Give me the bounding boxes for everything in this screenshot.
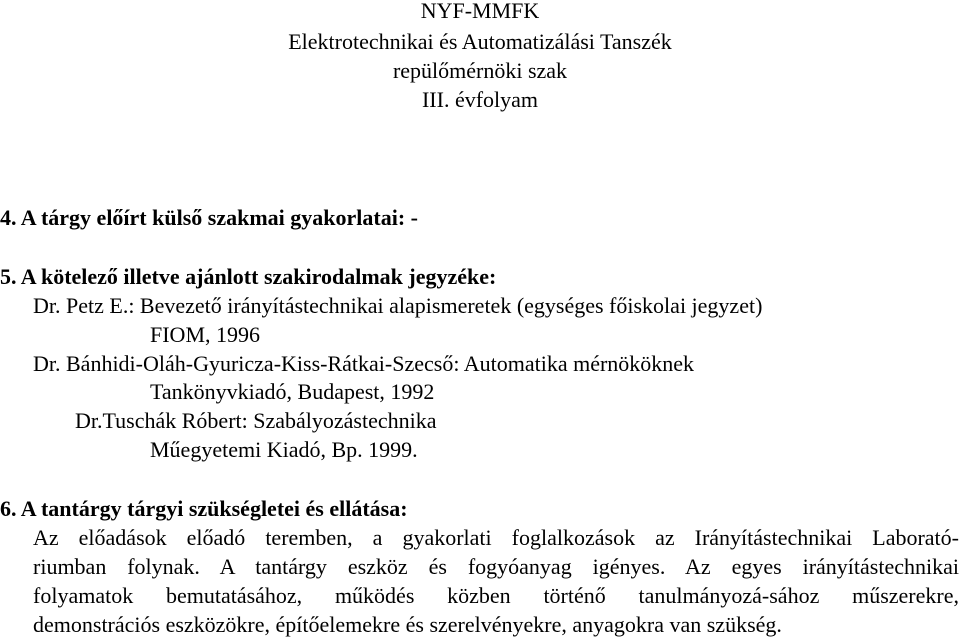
header-department: Elektrotechnikai és Automatizálási Tanszék bbox=[288, 29, 672, 54]
section6-heading bbox=[0, 498, 408, 520]
section6-body-line-3: folyamatok bemutatásához, működés közben történő tanulmányozá-sához műszerekre, bbox=[33, 583, 959, 608]
reference-1-line1: Dr. Petz E.: Bevezető irányítástechnikai alapismeretek (egységes főiskolai jegyzet) bbox=[33, 293, 763, 318]
reference-1-line2: FIOM, 1996 bbox=[150, 322, 261, 347]
section5-title: 5. A kötelező illetve ajánlott szakirodalmak jegyzéke: bbox=[0, 264, 497, 289]
section6-title: A tantárgy tárgyi szükségletei és ellátása: bbox=[20, 496, 408, 521]
reference-2-line1: Dr. Bánhidi-Oláh-Gyuricza-Kiss-Rátkai-Szecső: Automatika mérnököknek bbox=[33, 351, 695, 376]
section6-body-line-4: demonstrációs eszközökre, építőelemekre és szerelvényekre, anyagokra van szükség. bbox=[33, 612, 782, 637]
section6-body-line-1: Az előadások előadó teremben, a gyakorlati foglalkozások az Irányítástechnikai Laborató- bbox=[33, 525, 959, 550]
header-year: III. évfolyam bbox=[421, 87, 539, 112]
reference-2-line2: Tankönyvkiadó, Budapest, 1992 bbox=[150, 379, 435, 404]
header-institution: NYF-MMFK bbox=[420, 0, 540, 23]
section4-title: 4. A tárgy előírt külső szakmai gyakorlatai: - bbox=[0, 205, 418, 230]
reference-3-line1: Dr.Tuschák Róbert: Szabályozástechnika bbox=[75, 408, 437, 433]
section6-number: 6. bbox=[0, 496, 17, 521]
header-program: repülőmérnöki szak bbox=[392, 58, 568, 83]
reference-3-line2: Műegyetemi Kiadó, Bp. 1999. bbox=[150, 437, 418, 462]
section6-body-line-2: riumban folynak. A tantárgy eszköz és fogyóanyag igényes. Az egyes irányítástechnikai bbox=[33, 554, 959, 579]
